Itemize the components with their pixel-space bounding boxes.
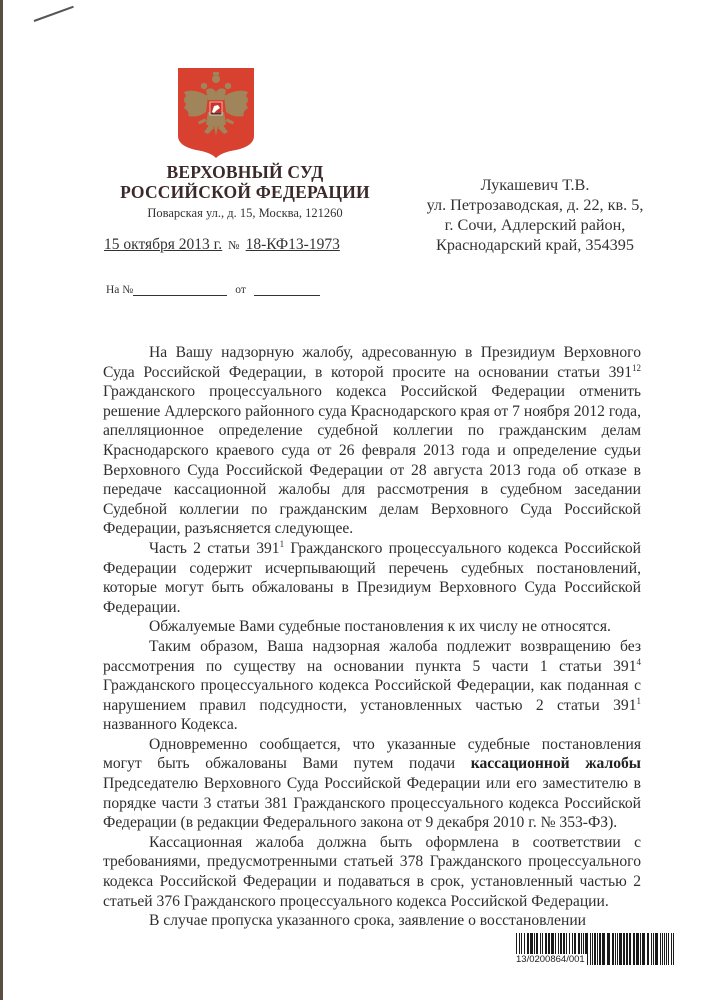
paragraph-5-text-b: Председателю Верховного Суда Российской Федерации или его заместителю в порядке части 3 статьи 381 Гражданского процессуального кодекса Российской Федерации (в редакции Федерального закона от 9 декабря 2010 г. № 353-ФЗ). — [103, 775, 641, 832]
paragraph-2-text-b: Гражданского процессуального кодекса Российской Федерации содержит исчерпывающий перечень судебных постановлений, которые могут быть обжалованы в Президиум Верховного Суда Российской Федерации. — [103, 539, 641, 616]
barcode-bar — [642, 933, 645, 965]
barcode-bar — [664, 933, 665, 965]
barcode-bar — [592, 933, 593, 965]
barcode-bar — [671, 933, 672, 965]
court-address: Поварская ул., д. 15, Москва, 121260 — [147, 206, 343, 220]
paragraph-4-text-a: Таким образом, Ваша надзорная жалоба подлежит возвращению без рассмотрения по существу на основании пункта 5 части 1 статьи 391 — [103, 637, 641, 675]
article-superscript: 1 — [279, 538, 285, 549]
paragraph-5-text-a: Одновременно сообщается, что указанные судебные постановления могут быть обжалованы Вами путем подачи — [103, 735, 641, 773]
barcode-bar — [623, 933, 625, 965]
barcode-bar — [617, 933, 618, 965]
barcode-bar — [636, 933, 639, 965]
article-superscript: 12 — [632, 362, 641, 373]
paragraph-5 — [103, 735, 641, 833]
barcode-bar — [612, 933, 614, 965]
paragraph-1 — [103, 343, 641, 539]
barcode-label: 13/0200864/001 — [516, 954, 585, 965]
outgoing-date: 15 октября 2013 г. — [104, 236, 223, 253]
recipient-city: г. Сочи, Адлерский район, — [444, 216, 626, 234]
barcode-bar — [673, 933, 674, 965]
paragraph-6: Кассационная жалоба должна быть оформлена в соответствии с требованиями, предусмотренными статьей 378 Гражданского процессуального кодекса Российской Федерации и подаваться в срок, установленный частью 2 статьей 376 Гражданского процессуального кодекса Российской Федерации. — [103, 833, 641, 910]
barcode-bar — [640, 933, 641, 965]
outgoing-date-number — [104, 236, 340, 254]
barcode-bar — [633, 933, 635, 965]
reference-line — [106, 284, 320, 296]
recipient-name: Лукашевич Т.В. — [480, 176, 590, 194]
coat-of-arms-icon — [176, 66, 256, 158]
recipient-street: ул. Петрозаводская, д. 22, кв. 5, — [426, 196, 644, 214]
barcode-bar — [629, 933, 631, 965]
recipient-region: Краснодарский край, 354395 — [436, 236, 634, 254]
barcode-bar — [647, 933, 649, 965]
barcode-bar — [666, 933, 667, 965]
paragraph-1-text-b: Гражданского процессуального кодекса Российской Федерации отменить решение Адлерского районного суда Краснодарского края от 7 ноября 2012 года, апелляционное определение судебной коллегии по гражданским делам Краснодарского краевого суда от 26 февраля 2013 года и определение судьи Верховного Суда Российской Федерации от 28 августа 2013 года об отказе в передаче кассационной жалобы для рассмотрения в судебном заседании Судебной коллегии по гражданским делам Верховного Суда Российской Федерации, разъясняется следующее. — [103, 383, 641, 538]
barcode-bar — [660, 933, 661, 965]
paragraph-4-text-c: названного Кодекса. — [103, 716, 238, 734]
paragraph-2-text-a: Часть 2 статьи 391 — [149, 539, 280, 557]
reference-from-label: от — [235, 284, 246, 296]
court-name-line2: РОССИЙСКОЙ ФЕДЕРАЦИИ — [120, 182, 370, 202]
barcode-bar — [599, 933, 601, 965]
paragraph-7: В случае пропуска указанного срока, заявление о восстановлении — [149, 912, 587, 930]
number-sign: № — [228, 238, 240, 252]
recipient-block — [405, 175, 665, 255]
barcode-bar — [615, 933, 616, 965]
bold-cassation-complaint: кассационной жалобы — [470, 755, 641, 773]
paragraph-3: Обжалуемые Вами судебные постановления к их числу не относятся. — [149, 618, 611, 636]
barcode-bar — [594, 933, 596, 965]
article-superscript: 4 — [636, 656, 641, 667]
paragraph-2 — [103, 539, 641, 617]
barcode-bar — [668, 933, 669, 965]
paragraph-4-text-b: Гражданского процессуального кодекса Российской Федерации, как поданная с нарушением правил подсудности, установленных частью 2 статьи 391 — [103, 677, 641, 714]
reference-number-label: На № — [106, 284, 134, 296]
barcode-bar — [626, 933, 628, 965]
barcode-bar — [590, 933, 591, 965]
barcode-bar — [651, 933, 652, 965]
scan-page-edge — [0, 0, 3, 1000]
barcode-bar — [655, 933, 658, 965]
barcode-bar — [619, 933, 622, 965]
reference-date-blank — [254, 285, 320, 296]
pen-mark — [34, 6, 74, 22]
reference-number-blank — [133, 285, 227, 296]
barcode-bar — [602, 933, 605, 965]
court-name-line1: ВЕРХОВНЫЙ СУД — [166, 162, 324, 182]
barcode-bar — [662, 933, 663, 965]
paragraph-4 — [103, 637, 641, 735]
letter-body — [103, 343, 641, 931]
article-superscript: 1 — [636, 695, 641, 706]
barcode-bar — [607, 933, 610, 965]
barcode-bar — [653, 933, 654, 965]
paragraph-1-text-a: На Вашу надзорную жалобу, адресованную в Президиум Верховного Суда Российской Федерации, в которой просите на основании статьи 391 — [103, 344, 641, 381]
outgoing-number: 18-КФ13-1973 — [245, 236, 340, 253]
barcode-bar — [597, 933, 598, 965]
